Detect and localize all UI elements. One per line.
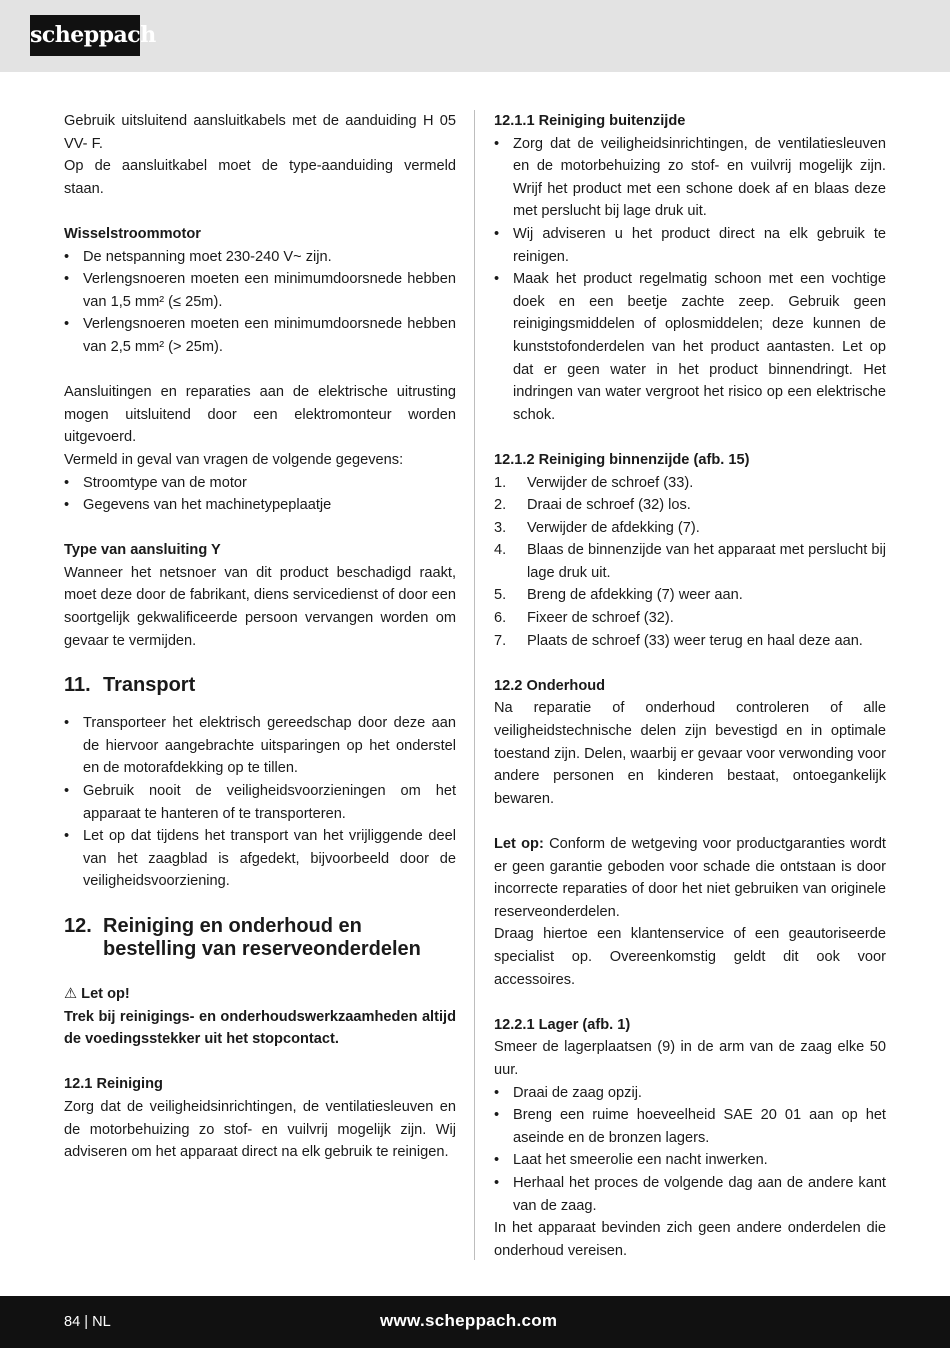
list-item: 1. Verwijder de schroef (33). [494, 474, 694, 491]
list-item: • Let op dat tijdens het transport van het vrijliggende deel van het zaagblad is afgedekt, bijvoorbeeld door de veiligheidsvoorziening. [64, 825, 456, 893]
page-footer [0, 1296, 950, 1348]
cleaning-sub-text: Zorg dat de veiligheidsinrichtingen, de ventilatiesleuven en de motorbehuizing zo stof- en vuilvrij mogelijk zijn. Wij adviseren om het apparaat direct na elk gebruik te reinigen. [64, 1098, 456, 1161]
bearing-closing: In het apparaat bevinden zich geen andere onderdelen die onderhoud vereisen. [494, 1220, 886, 1259]
ac-motor-list [64, 246, 456, 359]
column-divider [474, 110, 475, 1260]
inside-cleaning-steps [494, 472, 886, 653]
note-text: Conform de wetgeving voor productgaranties wordt er geen garantie geboden voor schade die ontstaan is door incorrecte reparaties of door het niet gebruiken van originele reserveonderdelen. [494, 836, 886, 920]
bearing-text: Smeer de lagerplaatsen (9) in de arm van de zaag elke 50 uur. [494, 1039, 886, 1078]
right-column [494, 110, 886, 1262]
list-item: • Gegevens van het machinetypeplaatje [64, 494, 456, 517]
list-item: • Transporteer het elektrisch gereedschap door deze aan de hiervoor aangebrachte uitsparingen op het onderstel en de motorafdekking op te tillen. [64, 712, 456, 780]
bearing-heading: 12.2.1 Lager (afb. 1) [494, 1016, 631, 1033]
warning-heading [64, 983, 456, 1006]
warning-icon: ⚠ [64, 986, 78, 1002]
warning-title: Let op! [81, 986, 130, 1002]
list-item: • Herhaal het proces de volgende dag aan de andere kant van de zaag. [494, 1172, 886, 1217]
maintenance-text: Na reparatie of onderhoud controleren of alle veiligheidstechnische delen zijn bevestigd en in optimale toestand zijn. Delen, waarbij er gevaar voor verwonding voor andere personen en kinderen bestaat, ontoegankelijk bewaren. [494, 700, 886, 807]
list-item: • Laat het smeerolie een nacht inwerken. [494, 1149, 886, 1172]
service-text: Draag hiertoe een klantenservice of een geautoriseerde specialist op. Overeenkomstig geldt dit ook voor accessoires. [494, 926, 886, 988]
website-link[interactable]: www.scheppach.com [380, 1311, 558, 1330]
transport-heading [64, 674, 456, 697]
list-item: • Stroomtype van de motor [64, 472, 456, 495]
intro-cable-text: Gebruik uitsluitend aansluitkabels met de aanduiding H 05 VV- F. [64, 113, 456, 152]
list-item: • Maak het product regelmatig schoon met een vochtige doek en een beetje zachte zeep. Gebruik geen reinigingsmiddelen of oplosmiddelen; deze kunnen de kunststofonderdelen van het product aantasten. Let op dat er geen water in het product binnendringt. Het indringen van water vergroot het risico op een elektrische schok. [494, 268, 886, 426]
ac-motor-heading: Wisselstroommotor [64, 225, 201, 242]
intro-type-text: Op de aansluitkabel moet de type-aanduiding vermeld staan. [64, 158, 456, 197]
list-item: 2. Draai de schroef (32) los. [494, 497, 691, 514]
repairs-question: Vermeld in geval van vragen de volgende gegevens: [64, 451, 404, 468]
list-item: • Zorg dat de veiligheidsinrichtingen, de ventilatiesleuven en de motorbehuizing zo stof- en vuilvrij mogelijk zijn. Wrijf het product met een schone doek af en blaas deze met perslucht bij lage druk uit. [494, 133, 886, 223]
list-item: 3. Verwijder de afdekking (7). [494, 519, 700, 536]
note-label: Let op: [494, 836, 544, 852]
section-title: Reiniging en onderhoud en bestelling van reserveonderdelen [103, 915, 421, 960]
maintenance-heading: 12.2 Onderhoud [494, 677, 606, 694]
transport-list [64, 712, 456, 893]
repairs-list [64, 472, 456, 517]
connection-y-text: Wanneer het netsnoer van dit product beschadigd raakt, moet deze door de fabrikant, diens servicedienst of door een soortgelijk gekwalificeerde persoon vervangen worden om gevaar te vermijden. [64, 564, 456, 649]
list-item: • Gebruik nooit de veiligheidsvoorzieningen om het apparaat te hanteren of te transporteren. [64, 780, 456, 825]
warning-text: Trek bij reinigings- en onderhoudswerkzaamheden altijd de voedingsstekker uit het stopcontact. [64, 1008, 456, 1048]
scheppach-logo: scheppach [30, 15, 140, 56]
list-item: • Draai de zaag opzij. [494, 1082, 886, 1105]
section-title: Transport [103, 674, 196, 697]
outside-cleaning-heading: 12.1.1 Reiniging buitenzijde [494, 113, 686, 129]
connection-y-heading: Type van aansluiting Y [64, 542, 221, 559]
bearing-list [494, 1082, 886, 1218]
warranty-note [494, 833, 886, 923]
list-item: • Wij adviseren u het product direct na elk gebruik te reinigen. [494, 223, 886, 268]
page-header [0, 0, 950, 72]
list-item: • Verlengsnoeren moeten een minimumdoorsnede hebben van 1,5 mm² (≤ 25m). [64, 268, 456, 313]
inside-cleaning-heading: 12.1.2 Reiniging binnenzijde (afb. 15) [494, 451, 750, 468]
list-item: • De netspanning moet 230-240 V~ zijn. [64, 246, 456, 269]
list-item: 4. Blaas de binnenzijde van het apparaat met perslucht bij lage druk uit. [494, 542, 886, 581]
page-number: 84 | NL [64, 1314, 111, 1330]
section-number: 11. [64, 674, 91, 697]
left-column [64, 110, 456, 1164]
repairs-text: Aansluitingen en reparaties aan de elektrische uitrusting mogen uitsluitend door een elektromonteur worden uitgevoerd. [64, 384, 456, 446]
list-item: • Breng een ruime hoeveelheid SAE 20 01 aan op het aseinde en de bronzen lagers. [494, 1104, 886, 1149]
list-item: • Verlengsnoeren moeten een minimumdoorsnede hebben van 2,5 mm² (> 25m). [64, 313, 456, 358]
cleaning-sub-heading: 12.1 Reiniging [64, 1076, 163, 1093]
section-number: 12. [64, 915, 92, 937]
list-item: 6. Fixeer de schroef (32). [494, 610, 674, 627]
outside-cleaning-list [494, 133, 886, 427]
cleaning-heading [64, 915, 456, 961]
list-item: 5. Breng de afdekking (7) weer aan. [494, 587, 743, 604]
list-item: 7. Plaats de schroef (33) weer terug en haal deze aan. [494, 632, 863, 649]
